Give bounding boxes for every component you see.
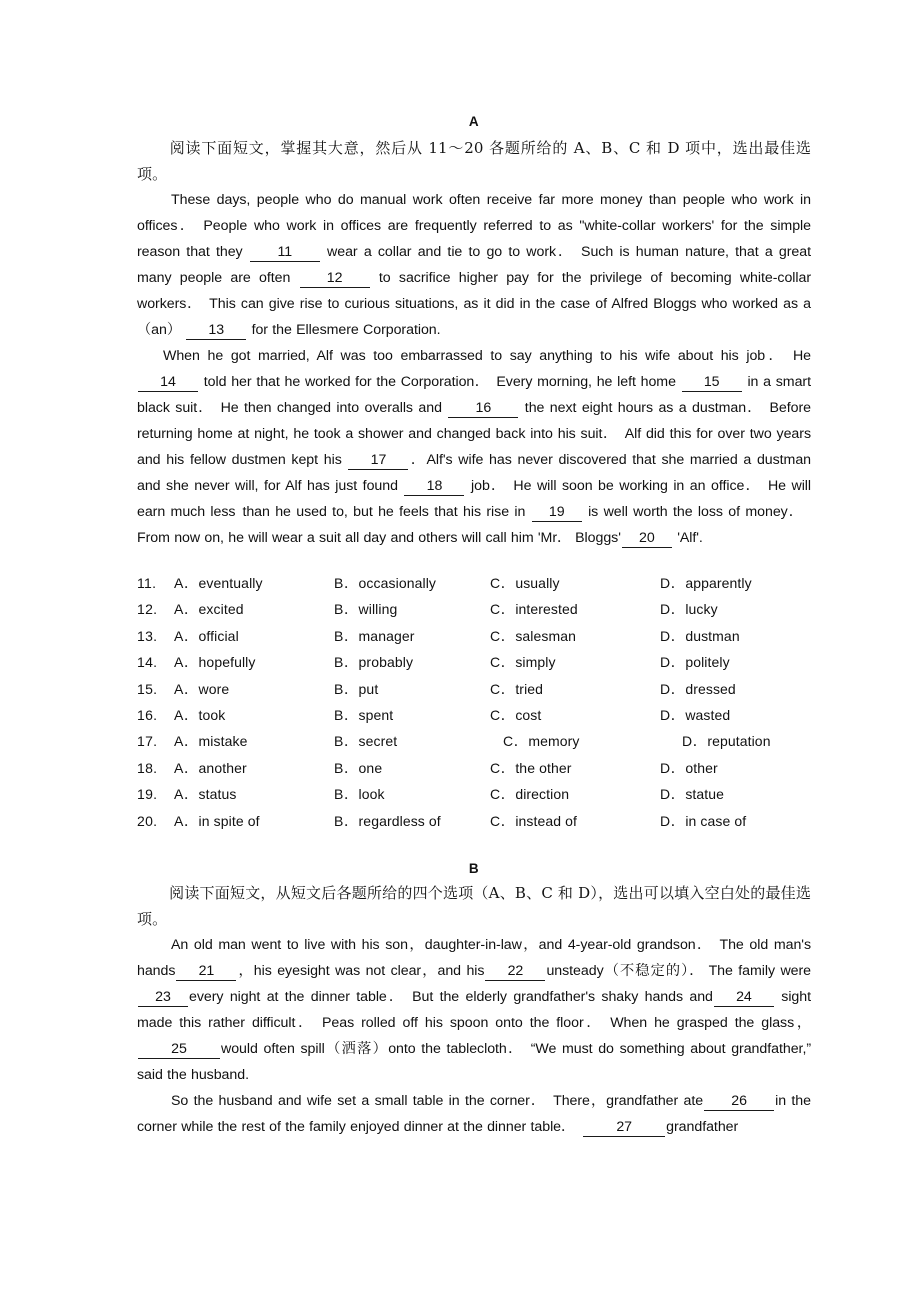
option-d-text: apparently bbox=[685, 575, 752, 591]
option-b[interactable] bbox=[334, 596, 397, 622]
option-c[interactable] bbox=[490, 570, 560, 596]
option-a[interactable] bbox=[174, 570, 263, 596]
passage-b2-seg4: grandfather bbox=[666, 1118, 739, 1135]
option-c[interactable] bbox=[490, 808, 577, 834]
question-number: 11. bbox=[137, 575, 157, 591]
option-a[interactable] bbox=[174, 676, 229, 702]
option-d-label: D． bbox=[660, 786, 686, 803]
option-a-text: wore bbox=[198, 680, 230, 697]
option-b-label: B． bbox=[334, 680, 359, 697]
passage-b2-seg1: So the husband and wife set a small table in the corner． bbox=[171, 1092, 547, 1109]
option-c[interactable] bbox=[490, 596, 578, 622]
option-c[interactable] bbox=[490, 781, 569, 807]
option-b[interactable] bbox=[334, 728, 397, 754]
option-c-text: direction bbox=[515, 786, 570, 803]
passage-b1-seg4: unsteady（不稳定的）． bbox=[546, 962, 705, 979]
option-d-text: dustman bbox=[685, 627, 740, 644]
passage-a2-seg12: He will soon be working in an office． bbox=[513, 478, 761, 494]
option-b[interactable] bbox=[334, 623, 415, 649]
option-d[interactable] bbox=[660, 596, 718, 622]
option-b-label: B． bbox=[334, 575, 359, 591]
option-b-label: B． bbox=[334, 812, 359, 829]
passage-a1-seg1: These days, people who do manual work often receive far more money than people who work in offices． bbox=[137, 192, 811, 234]
question-row-18 bbox=[137, 755, 811, 781]
option-d-text: dressed bbox=[685, 680, 736, 697]
option-d-label: D． bbox=[660, 627, 686, 644]
option-a-text: took bbox=[198, 706, 226, 723]
option-c-text: instead of bbox=[515, 812, 578, 829]
passage-b1-seg8: sight made this rather difficult． bbox=[137, 988, 811, 1031]
option-c-label: C． bbox=[490, 680, 516, 697]
question-number: 12. bbox=[137, 601, 158, 618]
option-c-label: C． bbox=[490, 654, 516, 671]
passage-b1-seg9: Peas rolled off his spoon onto the floor． bbox=[321, 1014, 604, 1031]
blank-15[interactable]: 15 bbox=[682, 374, 742, 392]
section-b-passage-para-1 bbox=[137, 932, 811, 1088]
option-c-label: C． bbox=[503, 733, 529, 750]
option-c[interactable] bbox=[503, 728, 579, 754]
option-d[interactable] bbox=[660, 808, 746, 834]
option-a-label: A． bbox=[174, 786, 199, 803]
passage-a2-seg13: He will earn much less bbox=[137, 478, 811, 520]
option-d-text: wasted bbox=[685, 706, 731, 723]
option-c[interactable] bbox=[490, 755, 571, 781]
passage-b1-seg11: would often spill（洒落）onto the tablecloth． bbox=[221, 1040, 524, 1057]
option-a[interactable] bbox=[174, 781, 237, 807]
passage-b1-seg10: When he grasped the glass， bbox=[610, 1014, 811, 1031]
option-c[interactable] bbox=[490, 649, 556, 675]
option-a[interactable] bbox=[174, 808, 260, 834]
question-number: 18. bbox=[137, 759, 158, 776]
passage-a2-seg14: than he used to, but he feels that his rise in bbox=[242, 504, 526, 520]
section-a-passage-para-1 bbox=[137, 187, 811, 343]
blank-25[interactable]: 25 bbox=[138, 1041, 220, 1059]
option-a-label: A． bbox=[174, 733, 199, 750]
question-row-16 bbox=[137, 702, 811, 728]
option-d-label: D． bbox=[660, 812, 686, 829]
option-c-label: C． bbox=[490, 575, 516, 591]
option-c-label: C． bbox=[490, 759, 516, 776]
option-a-label: A． bbox=[174, 601, 199, 618]
question-row-12 bbox=[137, 596, 811, 622]
passage-b1-seg12: “We must do something about grandfather,” said the husband. bbox=[137, 1040, 812, 1083]
section-b-passage-para-2 bbox=[137, 1088, 811, 1140]
option-b-text: willing bbox=[358, 601, 398, 618]
option-d-label: D． bbox=[660, 601, 686, 618]
option-d-text: lucky bbox=[685, 601, 718, 618]
option-b[interactable] bbox=[334, 570, 436, 596]
question-number: 14. bbox=[137, 654, 158, 671]
option-d-label: D． bbox=[660, 654, 686, 671]
option-a-label: A． bbox=[174, 706, 199, 723]
option-c-text: memory bbox=[528, 733, 580, 750]
option-b[interactable] bbox=[334, 676, 378, 702]
question-row-19 bbox=[137, 781, 811, 807]
passage-a2-seg6: He then changed into overalls and bbox=[220, 400, 442, 416]
option-a-label: A． bbox=[174, 627, 199, 644]
option-b-text: secret bbox=[358, 733, 398, 750]
option-b-label: B． bbox=[334, 786, 359, 803]
option-d-text: in case of bbox=[685, 812, 747, 829]
question-number: 13. bbox=[137, 627, 158, 644]
blank-20[interactable]: 20 bbox=[622, 530, 672, 548]
option-d[interactable] bbox=[660, 676, 736, 702]
passage-a1-seg3: wear a collar and tie to go to work． bbox=[327, 244, 575, 260]
option-d-label: D． bbox=[682, 733, 708, 750]
option-a-label: A． bbox=[174, 575, 199, 591]
section-a-instruction bbox=[137, 135, 811, 187]
option-d-label: D． bbox=[660, 759, 686, 776]
option-a[interactable] bbox=[174, 728, 247, 754]
option-c[interactable] bbox=[490, 623, 576, 649]
option-d[interactable] bbox=[660, 755, 718, 781]
option-c-label: C． bbox=[490, 706, 516, 723]
option-d[interactable] bbox=[682, 728, 771, 754]
option-c-label: C． bbox=[490, 812, 516, 829]
option-d-label: D． bbox=[660, 575, 686, 591]
blank-24[interactable]: 24 bbox=[714, 989, 774, 1007]
option-b-text: one bbox=[358, 759, 383, 776]
option-a-text: hopefully bbox=[198, 654, 256, 671]
option-d-text: politely bbox=[685, 654, 730, 671]
passage-b2-seg2: There，grandfather ate bbox=[553, 1092, 704, 1109]
option-a[interactable] bbox=[174, 623, 239, 649]
blank-11[interactable]: 11 bbox=[250, 244, 320, 262]
option-c-text: salesman bbox=[515, 627, 577, 644]
option-a-text: eventually bbox=[198, 575, 263, 591]
option-b[interactable] bbox=[334, 755, 382, 781]
option-b-text: manager bbox=[358, 627, 415, 644]
option-a-label: A． bbox=[174, 680, 199, 697]
question-number: 20. bbox=[137, 812, 158, 829]
passage-a2-seg7: the next eight hours as a dustman． bbox=[524, 400, 763, 416]
blank-21[interactable]: 21 bbox=[176, 963, 236, 981]
passage-a2-seg1: When he got married, Alf was too embarrassed to say anything to his wife about his job． bbox=[163, 348, 786, 364]
passage-a2-seg9: Alf did this for over two years and his fellow dustmen kept his bbox=[137, 426, 811, 468]
blank-13[interactable]: 13 bbox=[186, 322, 246, 340]
question-row-15 bbox=[137, 676, 811, 702]
option-b[interactable] bbox=[334, 702, 393, 728]
passage-a1-seg2: People who work in offices are frequently referred to as "white-collar workers' for the simple reason that they bbox=[137, 218, 811, 260]
option-a-text: status bbox=[198, 786, 237, 803]
passage-b1-seg2: The old man's hands bbox=[137, 936, 811, 979]
option-b-text: regardless of bbox=[358, 812, 441, 829]
option-b-text: probably bbox=[358, 654, 414, 671]
passage-a2-seg4: Every morning, he left home bbox=[496, 374, 676, 390]
option-a-label: A． bbox=[174, 759, 199, 776]
passage-a2-seg16: From now on, he will wear a suit all day and others will call him 'Mr． bbox=[137, 530, 572, 546]
question-row-20 bbox=[137, 808, 811, 834]
option-c-label: C． bbox=[490, 786, 516, 803]
option-b-label: B． bbox=[334, 706, 359, 723]
question-number: 19. bbox=[137, 786, 158, 803]
question-number: 17. bbox=[137, 733, 158, 750]
option-a-text: mistake bbox=[198, 733, 248, 750]
blank-14[interactable]: 14 bbox=[138, 374, 198, 392]
passage-a2-seg2: He bbox=[792, 348, 811, 364]
question-row-11 bbox=[137, 570, 811, 596]
passage-b1-seg7: But the elderly grandfather's shaky hands and bbox=[412, 988, 713, 1005]
blank-17[interactable]: 17 bbox=[348, 452, 408, 470]
passage-a2-seg18: 'Alf'. bbox=[677, 530, 703, 546]
blank-23[interactable]: 23 bbox=[138, 989, 188, 1007]
option-b-label: B． bbox=[334, 627, 359, 644]
option-d[interactable] bbox=[660, 702, 730, 728]
blank-12[interactable]: 12 bbox=[300, 270, 370, 288]
option-a[interactable] bbox=[174, 649, 256, 675]
option-a-label: A． bbox=[174, 812, 199, 829]
question-row-13 bbox=[137, 623, 811, 649]
passage-a2-seg11: job． bbox=[471, 478, 507, 494]
blank-26[interactable]: 26 bbox=[704, 1093, 774, 1111]
option-c-text: simply bbox=[515, 654, 556, 671]
option-d-text: statue bbox=[685, 786, 725, 803]
option-a[interactable] bbox=[174, 702, 225, 728]
option-d[interactable] bbox=[660, 781, 724, 807]
option-a-text: another bbox=[198, 759, 247, 776]
option-a[interactable] bbox=[174, 755, 247, 781]
passage-b1-seg5: The family were bbox=[708, 962, 812, 979]
passage-a2-seg17: Bloggs' bbox=[575, 530, 621, 546]
option-d-label: D． bbox=[660, 706, 686, 723]
option-d-text: reputation bbox=[707, 733, 771, 750]
passage-a2-seg10: ．Alf's wife has never discovered that she married a dustman and she never will, for Alf has just found bbox=[137, 452, 812, 494]
passage-a1-seg4: Such is human nature, that a great many people are often bbox=[137, 244, 811, 286]
question-row-14 bbox=[137, 649, 811, 675]
blank-16[interactable]: 16 bbox=[448, 400, 518, 418]
option-d[interactable] bbox=[660, 649, 730, 675]
option-c-text: interested bbox=[515, 601, 578, 618]
question-number: 15. bbox=[137, 680, 158, 697]
question-number: 16. bbox=[137, 706, 158, 723]
blank-18[interactable]: 18 bbox=[404, 478, 464, 496]
passage-b2-seg3: in the corner while the rest of the family enjoyed dinner at the dinner table． bbox=[137, 1092, 811, 1135]
section-a-letter: A bbox=[468, 114, 480, 129]
question-row-17 bbox=[137, 728, 811, 754]
option-c[interactable] bbox=[490, 676, 543, 702]
option-c-label: C． bbox=[490, 601, 516, 618]
option-b-label: B． bbox=[334, 733, 359, 750]
section-b-instruction bbox=[137, 880, 811, 932]
passage-b1-seg1: An old man went to live with his son，daughter-in-law，and 4-year-old grandson． bbox=[171, 936, 713, 953]
passage-a2-seg8: Before returning home at night, he took a shower and changed back into his suit． bbox=[137, 400, 811, 442]
option-d[interactable] bbox=[660, 623, 740, 649]
option-b[interactable] bbox=[334, 649, 413, 675]
option-b-label: B． bbox=[334, 601, 359, 618]
option-c-text: usually bbox=[515, 575, 560, 591]
section-b-instruction-text: 阅读下面短文，从短文后各题所给的四个选项（A、B、C 和 D），选出可以填入空白处的最佳选项。 bbox=[137, 883, 811, 928]
section-b-letter: B bbox=[468, 860, 480, 876]
blank-27[interactable]: 27 bbox=[583, 1119, 665, 1137]
option-c[interactable] bbox=[490, 702, 541, 728]
option-d-label: D． bbox=[660, 680, 686, 697]
passage-b1-seg6: every night at the dinner table． bbox=[189, 988, 406, 1005]
document-content bbox=[137, 113, 811, 1140]
option-c-label: C． bbox=[490, 627, 516, 644]
option-c-text: the other bbox=[515, 759, 572, 776]
option-b-text: spent bbox=[358, 706, 394, 723]
option-a-label: A． bbox=[174, 654, 199, 671]
option-b-text: look bbox=[358, 786, 385, 803]
option-a-text: excited bbox=[198, 601, 244, 618]
option-c-text: cost bbox=[515, 706, 542, 723]
passage-b1-seg3: ，his eyesight was not clear，and his bbox=[237, 962, 485, 979]
option-c-text: tried bbox=[515, 680, 544, 697]
option-d-text: other bbox=[685, 759, 718, 776]
passage-a2-seg5: in a smart black suit． bbox=[137, 374, 811, 416]
option-b-text: put bbox=[358, 680, 379, 697]
section-a-instruction-text: 阅读下面短文，掌握其大意，然后从 11～20 各题所给的 A、B、C 和 D 项中，选出最佳选项。 bbox=[137, 139, 811, 183]
passage-a2-seg15: is well worth the loss of money． bbox=[588, 504, 804, 520]
passage-a1-seg5: to sacrifice higher pay for the privilege of becoming white-collar workers． bbox=[137, 270, 812, 312]
passage-a1-seg6: This can give rise to curious situations, as it did in the case of Alfred Bloggs who worked as a（an） bbox=[137, 296, 812, 338]
option-b[interactable] bbox=[334, 808, 441, 834]
section-b bbox=[137, 860, 811, 1140]
section-a-options-list bbox=[137, 570, 811, 834]
passage-a2-seg3: told her that he worked for the Corporation． bbox=[203, 374, 490, 390]
option-a-text: official bbox=[198, 627, 239, 644]
blank-22[interactable]: 22 bbox=[485, 963, 545, 981]
option-d[interactable] bbox=[660, 570, 752, 596]
blank-19[interactable]: 19 bbox=[532, 504, 582, 522]
passage-a1-seg7: for the Ellesmere Corporation. bbox=[251, 322, 441, 338]
option-b[interactable] bbox=[334, 781, 385, 807]
option-b-label: B． bbox=[334, 654, 359, 671]
option-b-label: B． bbox=[334, 759, 359, 776]
option-b-text: occasionally bbox=[358, 575, 437, 591]
section-a-passage-para-2 bbox=[137, 343, 811, 551]
option-a-text: in spite of bbox=[198, 812, 260, 829]
option-a[interactable] bbox=[174, 596, 244, 622]
section-a bbox=[137, 113, 811, 834]
